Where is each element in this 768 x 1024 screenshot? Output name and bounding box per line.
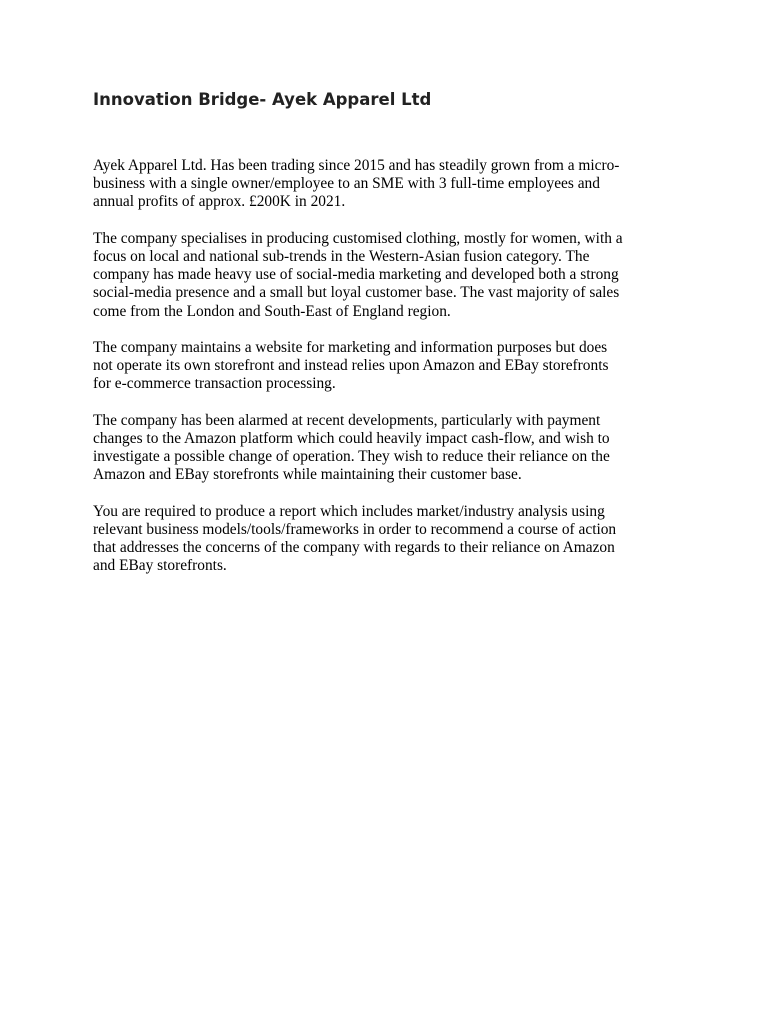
text-line: for e-commerce transaction processing.: [93, 375, 336, 393]
text-line: business with a single owner/employee to an SME with 3 full-time employees and: [93, 175, 600, 193]
document-body: [93, 157, 683, 594]
text-line: focus on local and national sub-trends in the Western-Asian fusion category. The: [93, 248, 590, 265]
text-line: The company specialises in producing customised clothing, mostly for women, with a: [93, 229, 623, 247]
paragraph-task: [93, 503, 683, 576]
text-line: relevant business models/tools/frameworks in order to recommend a course of action: [93, 521, 617, 538]
text-line: Ayek Apparel Ltd. Has been trading since 2015 and has steadily grown from a micro-: [93, 157, 620, 174]
text-line: that addresses the concerns of the company with regards to their reliance on Amazon: [93, 539, 615, 557]
document-title: Innovation Bridge- Ayek Apparel Ltd: [93, 90, 432, 109]
text-line: The company maintains a website for marketing and information purposes but does: [93, 339, 608, 356]
text-line: not operate its own storefront and instead relies upon Amazon and EBay storefronts: [93, 357, 609, 375]
text-line: The company has been alarmed at recent developments, particularly with payment: [93, 411, 601, 429]
text-line: social-media presence and a small but loyal customer base. The vast majority of sales: [93, 284, 620, 302]
text-line: You are required to produce a report which includes market/industry analysis using: [93, 502, 605, 520]
text-line: Amazon and EBay storefronts while maintaining their customer base.: [93, 466, 522, 484]
text-line: investigate a possible change of operation. They wish to reduce their reliance on the: [93, 448, 610, 466]
paragraph-history: [93, 157, 683, 212]
paragraph-concerns: [93, 412, 683, 485]
text-line: company has made heavy use of social-media marketing and developed both a strong: [93, 266, 619, 284]
text-line: annual profits of approx. £200K in 2021.: [93, 193, 346, 211]
text-line: come from the London and South-East of England region.: [93, 302, 451, 320]
paragraph-website: [93, 339, 683, 394]
text-line: and EBay storefronts.: [93, 557, 227, 575]
paragraph-specialisation: [93, 230, 683, 321]
text-line: changes to the Amazon platform which could heavily impact cash-flow, and wish to: [93, 430, 610, 447]
